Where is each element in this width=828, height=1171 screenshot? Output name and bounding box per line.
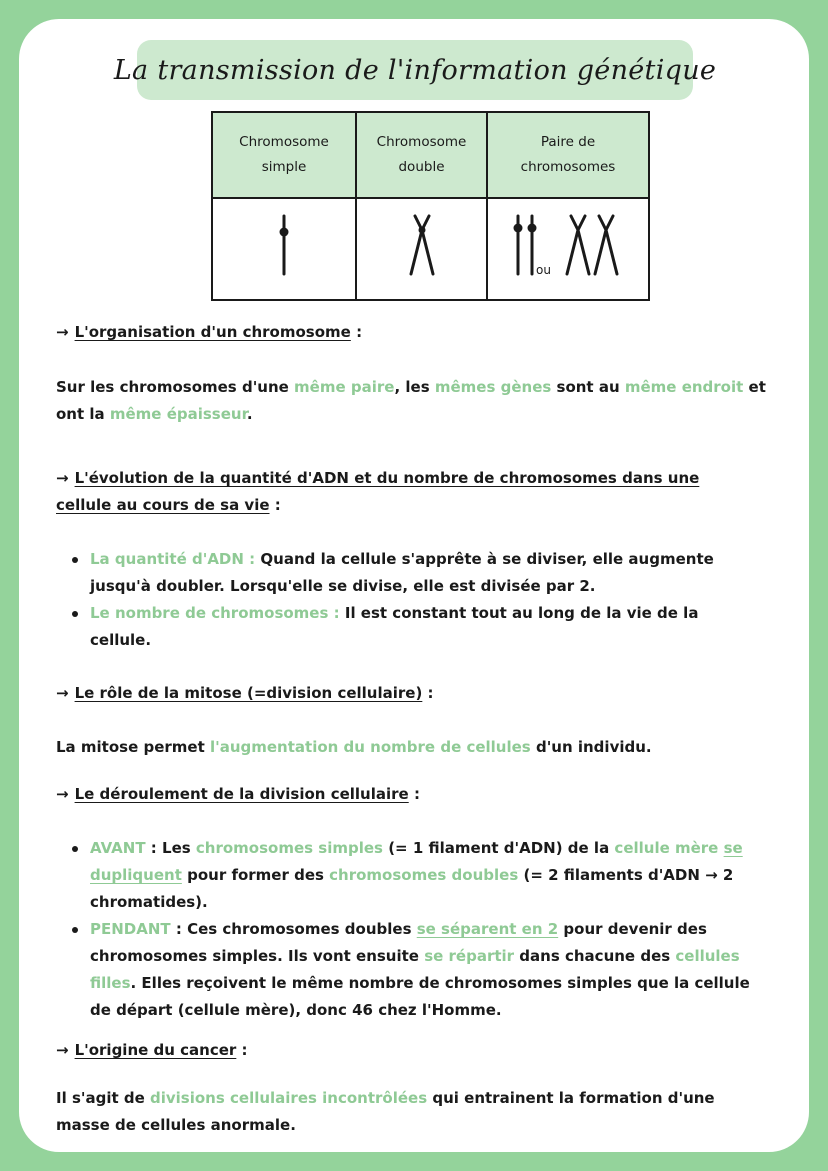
highlight: se bbox=[723, 839, 743, 857]
list-item-continuation bbox=[56, 997, 750, 1024]
text: pour devenir des bbox=[558, 920, 707, 938]
arrow-icon: → bbox=[56, 323, 69, 341]
highlight: PENDANT bbox=[90, 920, 171, 938]
double-chromosome-icon bbox=[402, 210, 442, 280]
list-item-continuation bbox=[56, 573, 714, 600]
list-item-continuation bbox=[56, 889, 750, 916]
colon: : bbox=[236, 1041, 248, 1059]
or-label: ou bbox=[536, 262, 551, 277]
arrow-icon: → bbox=[56, 469, 69, 487]
heading-text: L'origine du cancer bbox=[74, 1041, 237, 1059]
single-chromosome-icon bbox=[264, 210, 304, 280]
heading-evolution-line-2 bbox=[56, 492, 281, 519]
header-line: double bbox=[398, 159, 445, 175]
table-drawing-row bbox=[212, 198, 649, 300]
highlight: chromosomes simples bbox=[195, 839, 383, 857]
text: Quand la cellule s'apprête à se diviser, elle augmente bbox=[260, 550, 714, 568]
heading-text: Le déroulement de la division cellulaire bbox=[74, 785, 409, 803]
heading-text: L'organisation d'un chromosome bbox=[74, 323, 351, 341]
text: , les bbox=[394, 378, 435, 396]
list-item bbox=[56, 546, 714, 573]
header-line: chromosomes bbox=[520, 159, 616, 175]
text: cellule. bbox=[90, 631, 152, 649]
list-item-continuation bbox=[56, 943, 750, 970]
text: (= 1 filament d'ADN) de la bbox=[382, 839, 615, 857]
highlight: mêmes gènes bbox=[434, 378, 552, 396]
highlight: même endroit bbox=[624, 378, 744, 396]
heading-evolution bbox=[56, 465, 699, 492]
chromosome-pair-icon bbox=[508, 210, 628, 280]
text: chromosomes simples. Ils vont ensuite bbox=[90, 947, 425, 965]
highlight: même paire bbox=[294, 378, 395, 396]
highlight: même épaisseur bbox=[109, 405, 247, 423]
highlight: La quantité d'ADN : bbox=[90, 550, 261, 568]
list-item-continuation bbox=[56, 627, 714, 654]
text: et bbox=[743, 378, 766, 396]
text: de départ (cellule mère), donc 46 chez l'Homme. bbox=[90, 1001, 502, 1019]
header-line: Paire de bbox=[540, 134, 596, 150]
text: masse de cellules anormale. bbox=[56, 1116, 296, 1134]
heading-text: Le rôle de la mitose (=division cellulaire) bbox=[74, 684, 423, 702]
heading-text: cellule au cours de sa vie bbox=[56, 496, 270, 514]
colon: : bbox=[408, 785, 420, 803]
chromosome-table bbox=[211, 111, 650, 301]
highlight: cellules bbox=[675, 947, 740, 965]
highlight: Le nombre de chromosomes : bbox=[90, 604, 345, 622]
text: pour former des bbox=[181, 866, 330, 884]
evolution-list bbox=[56, 546, 714, 654]
organisation-line-2 bbox=[56, 401, 253, 428]
highlight: cellule mère bbox=[614, 839, 719, 857]
heading-deroulement bbox=[56, 781, 420, 808]
header-line: Chromosome bbox=[376, 134, 467, 150]
heading-cancer bbox=[56, 1037, 248, 1064]
highlight: l'augmentation du nombre de cellules bbox=[209, 738, 531, 756]
page-sheet bbox=[19, 19, 809, 1152]
list-item bbox=[56, 916, 750, 943]
header-line: simple bbox=[261, 159, 307, 175]
highlight: chromosomes doubles bbox=[329, 866, 519, 884]
list-item-continuation bbox=[56, 970, 750, 997]
page-title: La transmission de l'information génétique bbox=[113, 54, 717, 86]
highlight: AVANT bbox=[90, 839, 146, 857]
text: : Ces chromosomes doubles bbox=[170, 920, 417, 938]
deroulement-list bbox=[56, 835, 750, 1024]
text: chromatides). bbox=[90, 893, 208, 911]
highlight: divisions cellulaires incontrôlées bbox=[150, 1089, 428, 1107]
text: . Elles reçoivent le même nombre de chromosomes simples que la cellule bbox=[130, 974, 750, 992]
organisation-line-1 bbox=[56, 374, 766, 401]
text: : Les bbox=[145, 839, 196, 857]
arrow-icon: → bbox=[56, 684, 69, 702]
text: La mitose permet bbox=[56, 738, 210, 756]
text: ont la bbox=[56, 405, 110, 423]
header-line: Chromosome bbox=[239, 134, 329, 150]
highlight: se répartir bbox=[424, 947, 515, 965]
text: dans chacune des bbox=[514, 947, 676, 965]
colon: : bbox=[422, 684, 434, 702]
arrow-icon: → bbox=[56, 785, 69, 803]
heading-text: L'évolution de la quantité d'ADN et du nombre de chromosomes dans une bbox=[74, 469, 700, 487]
cell-pair-drawing bbox=[487, 198, 649, 300]
cancer-line-2 bbox=[56, 1112, 296, 1139]
mitose-line-1 bbox=[56, 734, 652, 761]
title-band bbox=[113, 40, 717, 100]
header-paire-chromosomes bbox=[487, 112, 649, 198]
header-chromosome-double bbox=[356, 112, 487, 198]
text: sont au bbox=[551, 378, 625, 396]
highlight: dupliquent bbox=[90, 866, 182, 884]
list-item bbox=[56, 835, 750, 862]
text: Sur les chromosomes d'une bbox=[56, 378, 295, 396]
text: jusqu'à doubler. Lorsqu'elle se divise, elle est divisée par 2. bbox=[90, 577, 596, 595]
heading-mitose bbox=[56, 680, 434, 707]
highlight: se séparent en 2 bbox=[416, 920, 559, 938]
arrow-icon: → bbox=[56, 1041, 69, 1059]
text: (= 2 filaments d'ADN → 2 bbox=[518, 866, 734, 884]
table-header-row bbox=[212, 112, 649, 198]
header-chromosome-simple bbox=[212, 112, 356, 198]
cell-double-drawing bbox=[356, 198, 487, 300]
colon: : bbox=[350, 323, 363, 341]
list-item bbox=[56, 600, 714, 627]
heading-organisation bbox=[56, 319, 362, 346]
cancer-line-1 bbox=[56, 1085, 715, 1112]
cell-simple-drawing bbox=[212, 198, 356, 300]
text: Il s'agit de bbox=[56, 1089, 150, 1107]
colon: : bbox=[269, 496, 281, 514]
text: . bbox=[246, 405, 253, 423]
text: qui entrainent la formation d'une bbox=[427, 1089, 715, 1107]
highlight: filles bbox=[90, 974, 131, 992]
text: Il est constant tout au long de la vie de la bbox=[344, 604, 699, 622]
list-item-continuation bbox=[56, 862, 750, 889]
text: d'un individu. bbox=[530, 738, 652, 756]
